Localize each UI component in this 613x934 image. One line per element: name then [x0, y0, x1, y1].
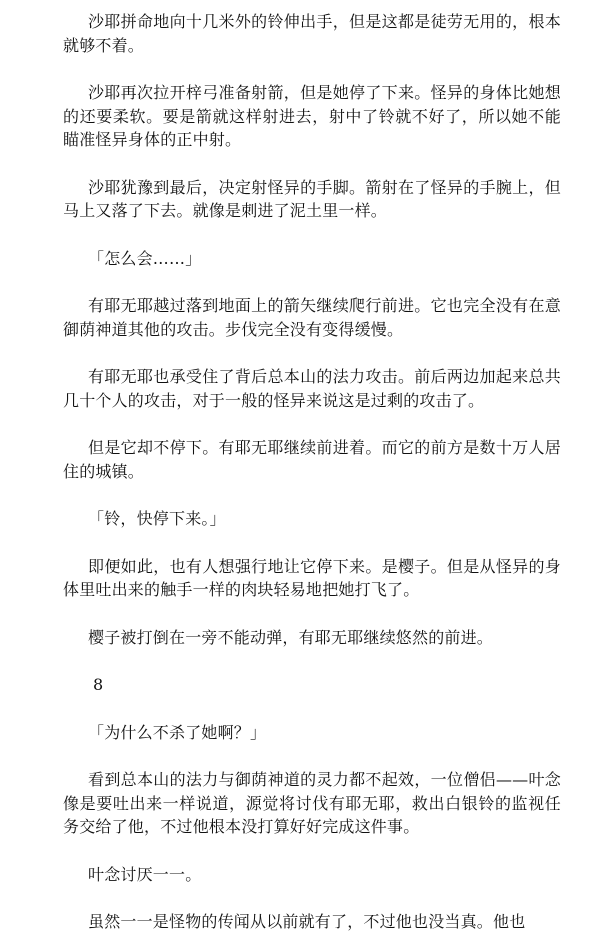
- paragraph-15: 虽然一一是怪物的传闻从以前就有了，不过他也没当真。他也: [88, 912, 526, 931]
- paragraph-2: 沙耶再次拉开梓弓准备射箭，但是她停了下来。怪异的身体比她想的还要柔软。要是箭就这样射进去，射中了铃就不好了，所以她不能瞄准怪异身体的正中射。: [63, 83, 561, 149]
- paragraph-3: 沙耶犹豫到最后，决定射怪异的手脚。箭射在了怪异的手腕上，但马上又落了下去。就像是刺进了泥土里一样。: [63, 177, 561, 220]
- dialog-line-2: 「铃，快停下来。」: [88, 509, 226, 528]
- paragraph-6: 有耶无耶也承受住了背后总本山的法力攻击。前后两边加起来总共几十个人的攻击，对于一般的怪异来说这是过剩的攻击了。: [63, 367, 561, 410]
- paragraph-1: 沙耶拼命地向十几米外的铃伸出手，但是这都是徒劳无用的，根本就够不着。: [63, 12, 561, 55]
- paragraph-10: 樱子被打倒在一旁不能动弹，有耶无耶继续悠然的前进。: [88, 627, 494, 647]
- paragraph-13: 看到总本山的法力与御荫神道的灵力都不起效，一位僧侣——叶念像是要吐出来一样说道，源觉将讨伐有耶无耶，救出白银铃的监视任务交给了他，不过他根本没打算好好完成这件事。: [63, 770, 561, 836]
- dialog-line-3: 「为什么不杀了她啊？」: [88, 722, 267, 742]
- paragraph-9: 即便如此，也有人想强行地让它停下来。是樱子。但是从怪异的身体里吐出来的触手一样的肉块轻易地把她打飞了。: [63, 556, 561, 599]
- dialog-line-1: 「怎么会……」: [88, 248, 202, 268]
- paragraph-14: 叶念讨厌一一。: [88, 864, 202, 884]
- section-number: 8: [93, 675, 104, 694]
- paragraph-5: 有耶无耶越过落到地面上的箭矢继续爬行前进。它也完全没有在意御荫神道其他的攻击。步伐完全没有变得缓慢。: [63, 296, 561, 339]
- paragraph-7: 但是它却不停下。有耶无耶继续前进着。而它的前方是数十万人居住的城镇。: [63, 438, 561, 481]
